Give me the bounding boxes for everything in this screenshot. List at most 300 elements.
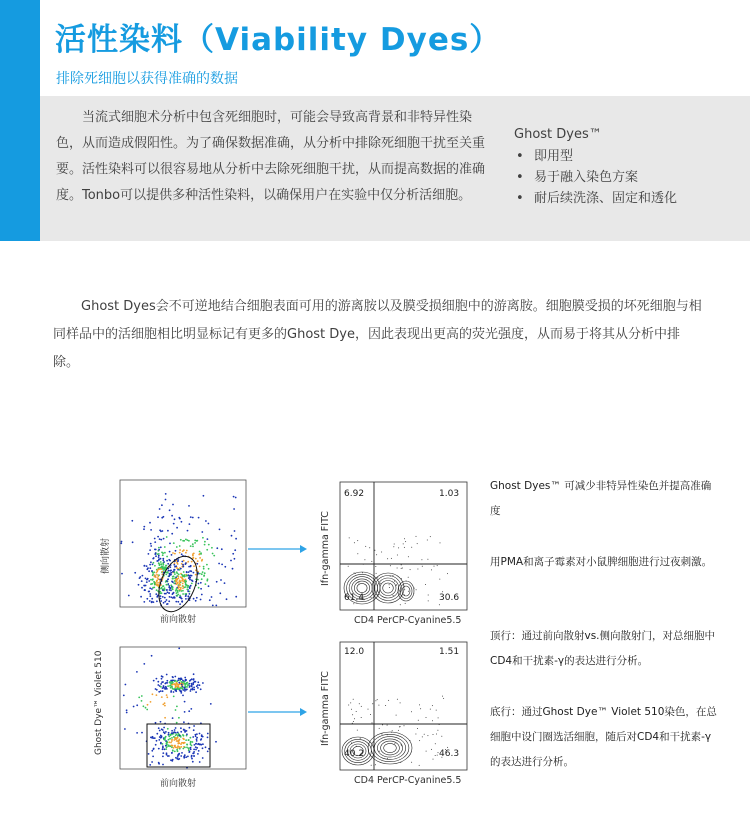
density-dot — [183, 549, 185, 551]
density-dot — [441, 736, 442, 737]
density-dot — [190, 708, 192, 710]
density-dot — [168, 559, 170, 561]
density-dot — [162, 748, 164, 750]
quadrant-value-lr: 30.6 — [439, 593, 460, 603]
density-dot — [391, 732, 392, 733]
density-dot — [154, 538, 156, 540]
density-dot — [381, 552, 382, 553]
density-dot — [356, 746, 357, 747]
density-dot — [166, 580, 168, 582]
density-dot — [155, 722, 157, 724]
density-dot — [163, 516, 165, 518]
density-dot — [168, 739, 170, 741]
density-dot — [198, 583, 200, 585]
quadrant-value-ll: 40.2 — [344, 749, 365, 759]
density-dot — [121, 541, 123, 543]
density-dot — [389, 584, 390, 585]
density-dot — [159, 508, 161, 510]
density-dot — [169, 738, 171, 740]
density-dot — [168, 592, 170, 594]
density-dot — [166, 584, 168, 586]
density-dot — [183, 571, 185, 573]
density-dot — [202, 757, 204, 759]
density-dot — [174, 683, 176, 685]
density-dot — [401, 744, 402, 745]
density-dot — [162, 554, 164, 556]
density-dot — [153, 587, 155, 589]
density-dot — [150, 529, 152, 531]
density-dot — [179, 603, 181, 605]
density-dot — [172, 676, 174, 678]
intro-box — [40, 96, 750, 241]
density-dot — [405, 541, 406, 542]
density-dot — [174, 571, 176, 573]
density-dot — [166, 696, 168, 698]
scatter-plot-fsc-ssc — [100, 478, 250, 628]
quadrant-value-lr: 46.3 — [439, 749, 460, 759]
density-dot — [168, 744, 170, 746]
density-dot — [185, 739, 187, 741]
density-dot — [164, 739, 166, 741]
density-dot — [183, 721, 185, 723]
density-dot — [179, 742, 181, 744]
density-dot — [198, 587, 200, 589]
density-dot — [138, 697, 140, 699]
density-dot — [192, 736, 194, 738]
density-dot — [177, 594, 179, 596]
density-dot — [128, 595, 130, 597]
density-dot — [167, 728, 169, 730]
density-dot — [358, 582, 359, 583]
density-dot — [357, 540, 358, 541]
density-dot — [177, 591, 179, 593]
density-dot — [193, 687, 195, 689]
density-dot — [173, 523, 175, 525]
density-dot — [171, 737, 173, 739]
density-dot — [176, 734, 178, 736]
density-dot — [153, 581, 155, 583]
density-dot — [427, 559, 428, 560]
density-dot — [157, 560, 159, 562]
density-dot — [169, 566, 171, 568]
density-dot — [150, 543, 152, 545]
quadrant-value-ur: 1.51 — [439, 647, 460, 657]
density-dot — [153, 562, 155, 564]
density-dot — [191, 561, 193, 563]
density-dot — [174, 518, 176, 520]
density-dot — [174, 569, 176, 571]
density-dot — [433, 759, 434, 760]
density-dot — [148, 580, 150, 582]
figure-caption-1: Ghost Dyes™ 可减少非特异性染色并提高准确度 — [490, 480, 712, 517]
density-dot — [394, 544, 395, 545]
density-dot — [193, 682, 195, 684]
density-dot — [176, 575, 178, 577]
density-dot — [204, 544, 206, 546]
density-dot — [160, 561, 162, 563]
plot1-y-label: 侧向散射 — [101, 537, 111, 574]
density-dot — [387, 758, 388, 759]
density-dot — [153, 680, 155, 682]
density-dot — [147, 578, 149, 580]
quadrant-value-ul: 12.0 — [344, 647, 365, 657]
density-dot — [164, 566, 166, 568]
density-dot — [162, 752, 164, 754]
density-dot — [136, 671, 138, 673]
density-dot — [188, 710, 190, 712]
density-dot — [176, 758, 178, 760]
density-dot — [146, 581, 148, 583]
density-dot — [161, 504, 163, 506]
density-dot — [162, 704, 164, 706]
density-dot — [179, 678, 181, 680]
density-dot — [196, 738, 198, 740]
density-dot — [172, 552, 174, 554]
density-dot — [221, 564, 223, 566]
density-dot — [184, 690, 186, 692]
density-dot — [186, 744, 188, 746]
density-dot — [161, 587, 163, 589]
density-dot — [189, 579, 191, 581]
density-dot — [218, 563, 220, 565]
density-dot — [134, 572, 136, 574]
density-dot — [201, 734, 203, 736]
density-dot — [189, 727, 191, 729]
density-dot — [166, 536, 168, 538]
density-dot — [160, 686, 162, 688]
density-dot — [176, 588, 178, 590]
density-dot — [191, 579, 193, 581]
density-dot — [175, 727, 177, 729]
density-dot — [167, 572, 169, 574]
density-dot — [194, 542, 196, 544]
density-dot — [400, 604, 401, 605]
density-dot — [171, 746, 173, 748]
density-dot — [182, 695, 184, 697]
density-dot — [171, 515, 173, 517]
density-dot — [143, 528, 145, 530]
density-dot — [426, 717, 427, 718]
density-dot — [215, 605, 217, 607]
density-dot — [375, 566, 376, 567]
density-dot — [162, 764, 164, 766]
density-dot — [160, 595, 162, 597]
density-dot — [176, 571, 178, 573]
density-dot — [372, 703, 373, 704]
density-dot — [156, 589, 158, 591]
density-dot — [155, 593, 157, 595]
density-dot — [123, 695, 125, 697]
density-dot — [193, 572, 195, 574]
density-dot — [187, 756, 189, 758]
density-dot — [420, 708, 421, 709]
density-dot — [178, 754, 180, 756]
density-dot — [188, 739, 190, 741]
density-dot — [184, 711, 186, 713]
density-dot — [174, 729, 176, 731]
density-dot — [370, 755, 371, 756]
density-dot — [192, 543, 194, 545]
density-dot — [200, 588, 202, 590]
density-dot — [195, 691, 197, 693]
density-dot — [408, 577, 409, 578]
density-dot — [121, 573, 123, 575]
contour-plot-bottom — [318, 636, 473, 791]
density-dot — [158, 748, 160, 750]
density-dot — [158, 763, 160, 765]
density-dot — [377, 699, 378, 700]
density-dot — [163, 561, 165, 563]
density-dot — [417, 728, 418, 729]
density-dot — [161, 563, 163, 565]
density-dot — [196, 540, 198, 542]
arrow-right-icon — [248, 706, 308, 718]
density-dot — [376, 554, 377, 555]
density-dot — [189, 593, 191, 595]
density-dot — [151, 655, 153, 657]
density-dot — [167, 685, 169, 687]
plot3-x-label: CD4 PerCP-Cyanine5.5 — [354, 615, 462, 626]
density-dot — [422, 736, 423, 737]
density-dot — [169, 596, 171, 598]
density-dot — [158, 568, 160, 570]
density-dot — [380, 583, 381, 584]
density-dot — [416, 589, 417, 590]
density-dot — [195, 746, 197, 748]
density-dot — [159, 736, 161, 738]
density-dot — [193, 598, 195, 600]
density-dot — [428, 600, 429, 601]
density-dot — [154, 584, 156, 586]
density-dot — [208, 523, 210, 525]
density-dot — [163, 727, 165, 729]
density-dot — [192, 741, 194, 743]
density-dot — [389, 587, 390, 588]
density-dot — [144, 589, 146, 591]
density-dot — [120, 542, 122, 544]
density-dot — [232, 553, 234, 555]
density-dot — [169, 574, 171, 576]
density-dot — [168, 755, 170, 757]
density-dot — [348, 566, 349, 567]
density-dot — [154, 574, 156, 576]
density-dot — [172, 680, 174, 682]
density-dot — [155, 555, 157, 557]
density-dot — [161, 592, 163, 594]
density-dot — [147, 704, 149, 706]
density-dot — [193, 725, 195, 727]
density-dot — [199, 684, 201, 686]
density-dot — [165, 493, 167, 495]
density-dot — [404, 586, 405, 587]
density-dot — [188, 748, 190, 750]
density-dot — [215, 741, 217, 743]
density-dot — [154, 565, 156, 567]
density-dot — [183, 540, 185, 542]
density-dot — [179, 569, 181, 571]
density-dot — [195, 749, 197, 751]
density-dot — [398, 547, 399, 548]
density-dot — [447, 747, 448, 748]
density-dot — [188, 540, 190, 542]
density-dot — [213, 555, 215, 557]
density-dot — [166, 589, 168, 591]
density-dot — [435, 755, 436, 756]
density-dot — [440, 542, 441, 543]
density-dot — [189, 587, 191, 589]
density-dot — [173, 564, 175, 566]
density-dot — [167, 530, 169, 532]
contour-plot-top — [318, 476, 473, 631]
density-dot — [175, 690, 177, 692]
density-dot — [182, 566, 184, 568]
density-dot — [166, 565, 168, 567]
plot4-x-label: CD4 PerCP-Cyanine5.5 — [354, 775, 462, 786]
density-dot — [376, 573, 377, 574]
density-dot — [439, 579, 440, 580]
density-dot — [175, 590, 177, 592]
density-dot — [184, 731, 186, 733]
density-dot — [174, 573, 176, 575]
density-dot — [157, 582, 159, 584]
density-dot — [378, 705, 379, 706]
density-dot — [201, 531, 203, 533]
density-dot — [166, 746, 168, 748]
density-dot — [167, 591, 169, 593]
density-dot — [193, 729, 195, 731]
density-dot — [174, 577, 176, 579]
body-paragraph: Ghost Dyes会不可逆地结合细胞表面可用的游离胺以及膜受损细胞中的游离胺。细胞膜受损的坏死细胞与相同样品中的活细胞相比明显标记有更多的Ghost Dye，因此表现出更高的荧光强度，从而易于将其从分析中排除。 — [53, 299, 702, 370]
density-dot — [191, 745, 193, 747]
density-dot — [190, 570, 192, 572]
density-dot — [180, 746, 182, 748]
density-dot — [438, 717, 439, 718]
figure-caption-3: 顶行：通过前向散射vs.侧向散射门，对总细胞中CD4和干扰素-γ的表达进行分析。 — [490, 630, 716, 667]
density-dot — [216, 547, 218, 549]
density-dot — [172, 576, 174, 578]
density-dot — [171, 730, 173, 732]
density-dot — [206, 549, 208, 551]
density-dot — [387, 558, 388, 559]
density-dot — [232, 568, 234, 570]
density-dot — [411, 762, 412, 763]
density-dot — [199, 566, 201, 568]
density-dot — [173, 691, 175, 693]
density-dot — [178, 682, 180, 684]
density-dot — [170, 735, 172, 737]
density-dot — [411, 547, 412, 548]
density-dot — [185, 552, 187, 554]
density-dot — [179, 684, 181, 686]
density-dot — [162, 756, 164, 758]
density-dot — [357, 730, 358, 731]
density-dot — [151, 583, 153, 585]
density-dot — [361, 706, 362, 707]
density-dot — [221, 548, 223, 550]
density-dot — [172, 593, 174, 595]
density-dot — [176, 706, 178, 708]
density-dot — [424, 734, 425, 735]
density-dot — [175, 737, 177, 739]
density-dot — [393, 595, 394, 596]
density-dot — [156, 570, 158, 572]
density-dot — [139, 577, 141, 579]
density-dot — [156, 678, 158, 680]
density-dot — [408, 556, 409, 557]
density-dot — [443, 698, 444, 699]
density-dot — [169, 682, 171, 684]
density-dot — [201, 573, 203, 575]
density-dot — [170, 742, 172, 744]
density-dot — [160, 735, 162, 737]
density-dot — [158, 739, 160, 741]
density-dot — [351, 738, 352, 739]
density-dot — [156, 600, 158, 602]
density-dot — [189, 686, 191, 688]
density-dot — [206, 564, 208, 566]
density-dot — [184, 683, 186, 685]
density-dot — [436, 710, 437, 711]
density-dot — [204, 541, 206, 543]
density-dot — [152, 736, 154, 738]
density-dot — [428, 595, 429, 596]
density-dot — [172, 578, 174, 580]
density-dot — [169, 587, 171, 589]
density-dot — [190, 566, 192, 568]
density-dot — [178, 586, 180, 588]
density-dot — [224, 566, 226, 568]
density-dot — [179, 680, 181, 682]
density-dot — [181, 561, 183, 563]
density-dot — [154, 541, 156, 543]
density-dot — [151, 761, 153, 763]
density-dot — [364, 559, 365, 560]
density-dot — [195, 743, 197, 745]
density-dot — [231, 535, 233, 537]
density-dot — [188, 505, 190, 507]
density-dot — [150, 701, 152, 703]
density-dot — [353, 721, 354, 722]
density-dot — [160, 598, 162, 600]
density-dot — [379, 728, 380, 729]
density-dot — [406, 581, 407, 582]
density-dot — [219, 592, 221, 594]
density-dot — [157, 575, 159, 577]
density-dot — [163, 564, 165, 566]
density-dot — [171, 752, 173, 754]
density-dot — [190, 689, 192, 691]
density-dot — [162, 743, 164, 745]
density-dot — [191, 685, 193, 687]
density-dot — [158, 549, 160, 551]
density-dot — [156, 694, 158, 696]
density-dot — [397, 555, 398, 556]
density-dot — [161, 681, 163, 683]
density-dot — [159, 529, 161, 531]
density-dot — [404, 538, 405, 539]
density-dot — [427, 540, 428, 541]
density-dot — [176, 527, 178, 529]
density-dot — [149, 564, 151, 566]
density-dot — [439, 604, 440, 605]
density-dot — [181, 752, 183, 754]
density-dot — [157, 585, 159, 587]
density-dot — [152, 578, 154, 580]
density-dot — [432, 705, 433, 706]
density-dot — [397, 568, 398, 569]
page-subtitle: 排除死细胞以获得准确的数据 — [56, 71, 238, 87]
density-dot — [160, 600, 162, 602]
